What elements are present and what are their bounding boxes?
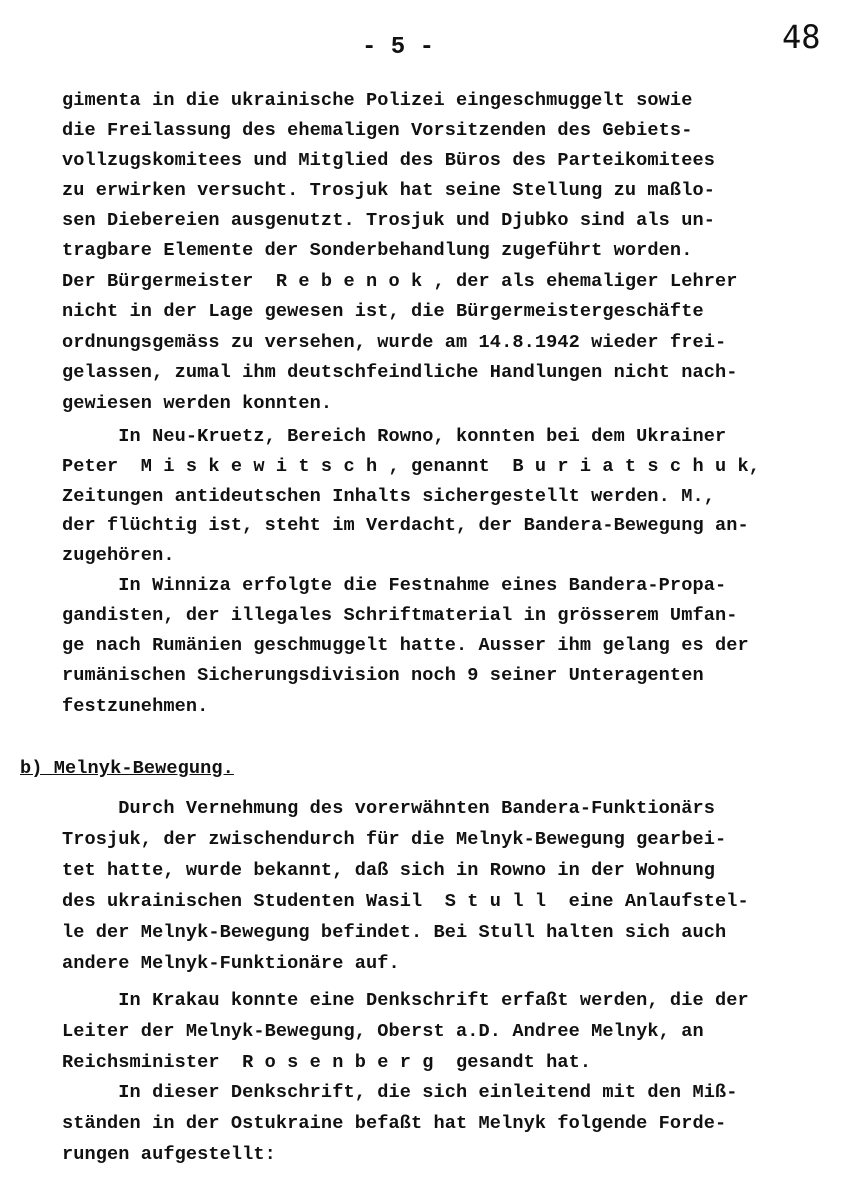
text-line: andere Melnyk-Funktionäre auf. — [62, 953, 400, 974]
text-line: le der Melnyk-Bewegung befindet. Bei Stull halten sich auch — [62, 922, 727, 943]
text-line: gewiesen werden konnten. — [62, 393, 333, 414]
text-line: tragbare Elemente der Sonderbehandlung zugeführt worden. — [62, 240, 693, 261]
text-line: nicht in der Lage gewesen ist, die Bürgermeistergeschäfte — [62, 301, 704, 322]
text-line: festzunehmen. — [62, 696, 209, 717]
text-line: Leiter der Melnyk-Bewegung, Oberst a.D. Andree Melnyk, an — [62, 1021, 704, 1042]
text-line: gelassen, zumal ihm deutschfeindliche Handlungen nicht nach- — [62, 362, 738, 383]
text-line: Der Bürgermeister R e b e n o k , der als ehemaliger Lehrer — [62, 271, 738, 292]
section-heading: b) Melnyk-Bewegung. — [20, 758, 234, 779]
text-line: ständen in der Ostukraine befaßt hat Melnyk folgende Forde- — [62, 1113, 727, 1134]
text-line: Reichsminister R o s e n b e r g gesandt hat. — [62, 1052, 592, 1073]
text-line: tet hatte, wurde bekannt, daß sich in Rowno in der Wohnung — [62, 860, 715, 881]
text-line: rungen aufgestellt: — [62, 1144, 276, 1165]
text-line: die Freilassung des ehemaligen Vorsitzenden des Gebiets- — [62, 120, 693, 141]
text-line: vollzugskomitees und Mitglied des Büros des Parteikomitees — [62, 150, 715, 171]
text-line: sen Diebereien ausgenutzt. Trosjuk und Djubko sind als un- — [62, 210, 715, 231]
text-line: In Winniza erfolgte die Festnahme eines Bandera-Propa- — [62, 575, 727, 596]
text-line: Durch Vernehmung des vorerwähnten Bandera-Funktionärs — [62, 798, 715, 819]
text-line: In Neu-Kruetz, Bereich Rowno, konnten bei dem Ukrainer — [62, 426, 727, 447]
text-line: Trosjuk, der zwischendurch für die Melnyk-Bewegung gearbei- — [62, 829, 727, 850]
text-line: des ukrainischen Studenten Wasil S t u l l eine Anlaufstel- — [62, 891, 749, 912]
text-line: Peter M i s k e w i t s c h , genannt B u r i a t s c h u k, — [62, 456, 760, 477]
text-line: In dieser Denkschrift, die sich einleitend mit den Miß- — [62, 1082, 738, 1103]
text-line: der flüchtig ist, steht im Verdacht, der Bandera-Bewegung an- — [62, 515, 749, 536]
text-line: Zeitungen antideutschen Inhalts sichergestellt werden. M., — [62, 486, 715, 507]
text-line: zugehören. — [62, 545, 175, 566]
text-line: ge nach Rumänien geschmuggelt hatte. Ausser ihm gelang es der — [62, 635, 749, 656]
text-line: gandisten, der illegales Schriftmaterial in grösserem Umfan- — [62, 605, 738, 626]
text-line: gimenta in die ukrainische Polizei eingeschmuggelt sowie — [62, 90, 693, 111]
text-line: In Krakau konnte eine Denkschrift erfaßt werden, die der — [62, 990, 749, 1011]
page-number: - 5 - — [362, 34, 435, 61]
text-line: ordnungsgemäss zu versehen, wurde am 14.8.1942 wieder frei- — [62, 332, 727, 353]
folio-number: 48 — [782, 18, 821, 56]
text-line: rumänischen Sicherungsdivision noch 9 seiner Unteragenten — [62, 665, 704, 686]
text-line: zu erwirken versucht. Trosjuk hat seine Stellung zu maßlo- — [62, 180, 715, 201]
